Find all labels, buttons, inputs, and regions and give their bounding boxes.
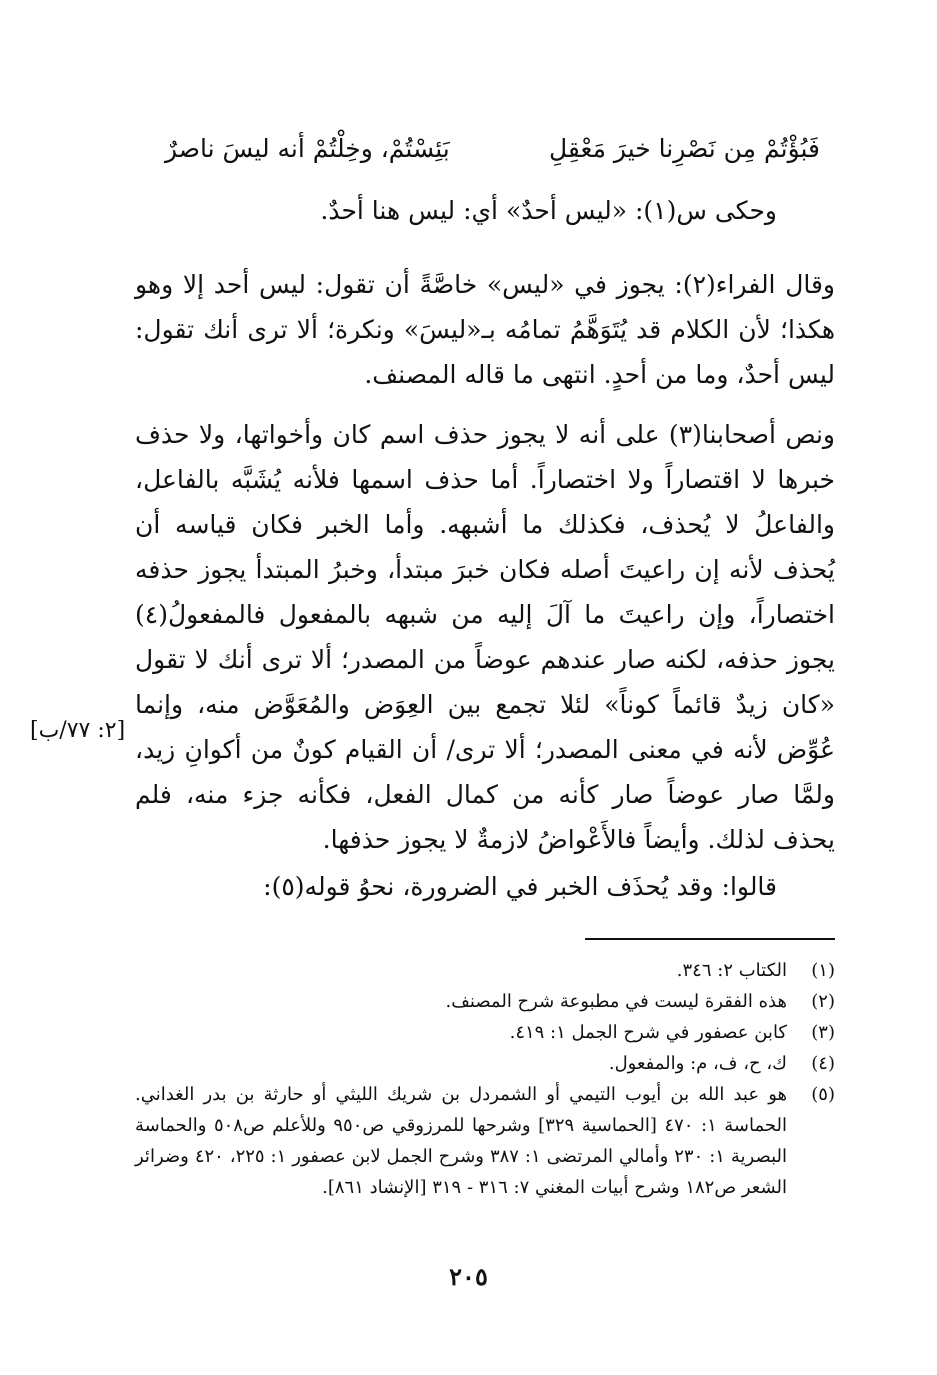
footnote-number: (٤) <box>811 1053 835 1074</box>
manuscript-folio-reference: [٢: ٧٧/ب] <box>30 718 126 743</box>
footnote-3 <box>135 1017 835 1048</box>
footnote-4 <box>135 1048 835 1079</box>
footnote-text: هذه الفقرة ليست في مطبوعة شرح المصنف. <box>445 991 787 1012</box>
poetry-verse <box>165 128 820 168</box>
footnote-number: (٥) <box>811 1084 835 1105</box>
footnote-text: هو عبد الله بن أيوب التيمي أو الشمردل بن شريك الليثي أو حارثة بن بدر الغداني. الحماسة ١: ٤٧٠ [الحماسية ٣٢٩] وشرحها للمرزوقي ص٩٥٠ وللأعلم ص٥٠٨ والحماسة البصرية ١: ٢٣٠ وأمالي المرتضى ١: ٣٨٧ وشرح الجمل لابن عصفور ١: ٢٢٥، ٤٢٠ وضرائر الشعر ص١٨٢ وشرح أبيات المغني ٧: ٣١٦ - ٣١٩ [الإنشاد ٨٦١]. <box>135 1084 788 1198</box>
footnote-text: ك، ح، ف، م: والمفعول. <box>608 1053 787 1074</box>
hikaya-line: وحكى س(١): «ليس أحدٌ» أي: ليس هنا أحدٌ. <box>320 196 777 225</box>
verse-first-hemistich: فَبُؤْتُمْ مِن نَصْرِنا خيرَ مَعْقِلِ <box>548 133 820 163</box>
footnote-separator <box>585 938 835 940</box>
footnote-2 <box>135 986 835 1017</box>
footnote-number: (١) <box>811 960 835 981</box>
footnote-number: (٣) <box>811 1022 835 1043</box>
verse-second-hemistich: بَئِسْتُمْ، وخِلْتُمْ أنه ليسَ ناصرٌ <box>165 133 450 163</box>
farra-paragraph <box>135 262 835 397</box>
footnote-text: كابن عصفور في شرح الجمل ١: ٤١٩. <box>509 1022 787 1043</box>
ashab-paragraph-text: ونص أصحابنا(٣) على أنه لا يجوز حذف اسم كان وأخواتها، ولا حذف خبرها لا اقتصاراً ولا اختصاراً. أما حذف اسمها فلأنه يُشَبَّه بالفاعل، والفاعلُ لا يُحذف، فكذلك ما أشبهه. وأما الخبر فكان قياسه أن يُحذف لأنه إن راعيتَ أصله فكان خبرَ مبتدأ، وخبرُ المبتدأ يجوز حذفه اختصاراً، وإن راعيتَ ما آلَ إليه من شبهه بالمفعول فالمفعولُ(٤) يجوز حذفه، لكنه صار عندهم عوضاً من المصدر؛ ألا ترى أنك لا تقول «كان زيدٌ قائماً كوناً» لئلا تجمع بين العِوَض والمُعَوَّض منه، وإنما عُوِّض لأنه في معنى المصدر؛ ألا ترى/ أن القيام كونٌ من أكوانِ زيد، ولمَّا صار عوضاً صار كأنه من كمال الفعل، فكأنه جزء منه، فلم يحذف لذلك. وأيضاً فالأَعْواضُ لازمةٌ لا يجوز حذفها. <box>135 420 835 854</box>
footnotes <box>135 955 835 1203</box>
farra-paragraph-text: وقال الفراء(٢): يجوز في «ليس» خاصَّةً أن تقول: ليس أحد إلا وهو هكذا؛ لأن الكلام قد يُتَوَهَّمُ تمامُه بـ«ليسَ» ونكرة؛ ألا ترى أنك تقول: ليس أحدٌ، وما من أحدٍ. انتهى ما قاله المصنف. <box>135 270 835 389</box>
ashab-paragraph <box>135 412 835 862</box>
footnote-text: الكتاب ٢: ٣٤٦. <box>676 960 787 981</box>
footnote-5 <box>135 1079 835 1203</box>
page-number: ٢٠٥ <box>449 1262 488 1291</box>
footnote-number: (٢) <box>811 991 835 1012</box>
footnote-1 <box>135 955 835 986</box>
qalu-line: قالوا: وقد يُحذَف الخبر في الضرورة، نحوُ قوله(٥): <box>263 872 777 901</box>
